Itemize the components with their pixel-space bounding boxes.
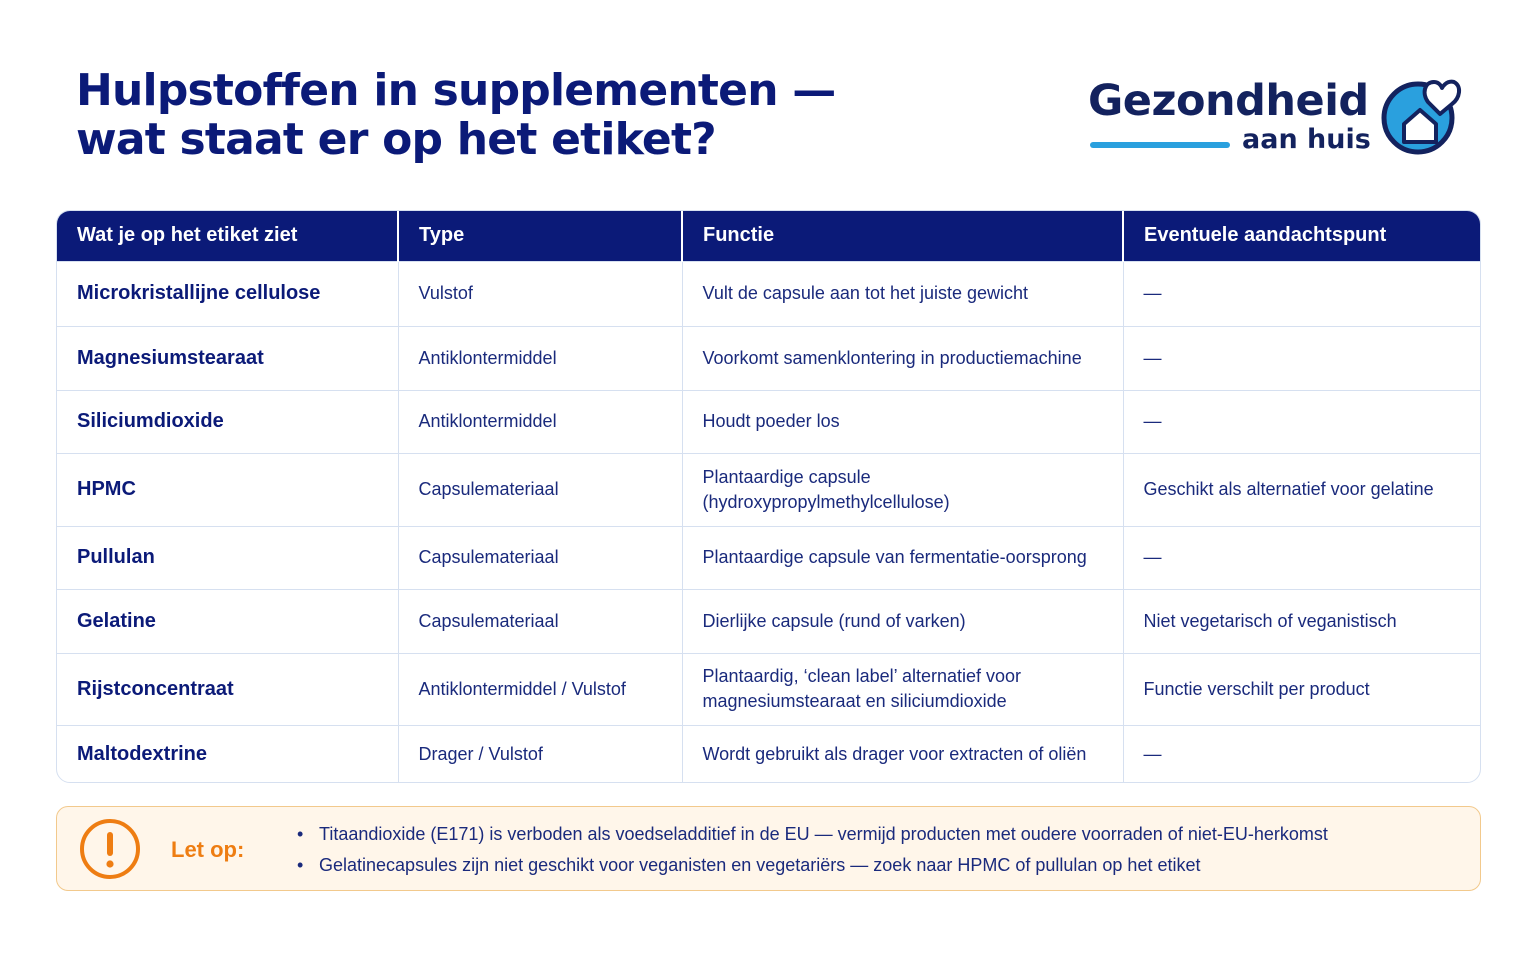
table-row [57,725,1481,783]
cell-function-line: (hydroxypropylmethylcellulose) [702,491,950,512]
cell-type: Antiklontermiddel / Vulstof [398,653,682,725]
cell-name: Rijstconcentraat [57,653,398,725]
cell-function [682,526,1123,589]
cell-name: Maltodextrine [57,725,398,783]
cell-type: Antiklontermiddel [398,390,682,453]
table-row [57,653,1481,725]
cell-function [682,390,1123,453]
table-row [57,390,1481,453]
table-header-row [57,211,1481,261]
cell-type: Capsulemateriaal [398,589,682,653]
table-row [57,589,1481,653]
column-header-attention: Eventuele aandachtspunt [1144,224,1387,247]
cell-type: Capsulemateriaal [398,526,682,589]
column-header-type: Type [398,211,682,261]
cell-name: HPMC [57,453,398,526]
cell-name: Siliciumdioxide [57,390,398,453]
cell-type: Drager / Vulstof [398,725,682,783]
cell-function [682,725,1123,783]
cell-function-line: Dierlijke capsule (rund of varken) [702,610,966,631]
cell-type: Capsulemateriaal [398,453,682,526]
cell-function [682,453,1123,526]
cell-attention: Functie verschilt per product [1123,653,1481,725]
logo-underline [1090,142,1230,148]
cell-attention: — [1123,526,1481,589]
table-row [57,326,1481,390]
cell-attention: — [1123,261,1481,326]
cell-function-line: Voorkomt samenklontering in productiemachine [702,347,1082,368]
cell-function [682,326,1123,390]
cell-function-line: Wordt gebruikt als drager voor extracten of oliën [702,744,1087,765]
cell-function [682,653,1123,725]
cell-attention: — [1123,390,1481,453]
cell-type: Antiklontermiddel [398,326,682,390]
cell-function-line: Vult de capsule aan tot het juiste gewicht [702,283,1029,303]
cell-function [682,589,1123,653]
column-header-label: Wat je op het etiket ziet [57,211,398,261]
brand-logo [1088,72,1468,162]
page-title-line-2: wat staat er op het etiket? [76,114,716,165]
logo-subtitle: aan huis [1242,124,1371,155]
cell-function-line: Plantaardige capsule van fermentatie-oorsprong [702,547,1087,567]
column-header-function: Functie [682,211,1123,261]
notice-label: Let op: [171,837,245,862]
warning-notice [56,806,1481,891]
cell-name: Microkristallijne cellulose [57,261,398,326]
notice-item: • Titaandioxide (E171) is verboden als voedseladditief in de EU — vermijd producten met oudere voorraden of niet-EU-herkomst [295,819,1328,850]
house-heart-icon [1378,72,1462,158]
notice-item: • Gelatinecapsules zijn niet geschikt voor veganisten en vegetariërs — zoek naar HPMC of pullulan op het etiket [295,850,1328,881]
page-title-line-1: Hulpstoffen in supplementen — [76,65,836,116]
excipients-table [56,210,1481,783]
cell-attention: Geschikt als alternatief voor gelatine [1123,453,1481,526]
cell-function-line: Plantaardig, ‘clean label’ alternatief voor [702,666,1022,686]
cell-name: Magnesiumstearaat [57,326,398,390]
cell-function-line: Plantaardige capsule [702,466,871,487]
cell-function [682,261,1123,326]
cell-function-line: magnesiumstearaat en siliciumdioxide [702,691,1007,711]
cell-attention: — [1123,326,1481,390]
cell-function-line: Houdt poeder los [702,411,840,431]
cell-attention: Niet vegetarisch of veganistisch [1123,589,1481,653]
table-row [57,261,1481,326]
cell-name: Pullulan [57,526,398,589]
page-title [76,66,835,164]
logo-wordmark: Gezondheid [1088,76,1369,126]
cell-attention: — [1123,725,1481,783]
table-row [57,453,1481,526]
table-row [57,526,1481,589]
cell-name: Gelatine [57,589,398,653]
exclamation-circle-icon [79,818,141,880]
cell-type: Vulstof [398,261,682,326]
notice-list [295,819,1328,881]
